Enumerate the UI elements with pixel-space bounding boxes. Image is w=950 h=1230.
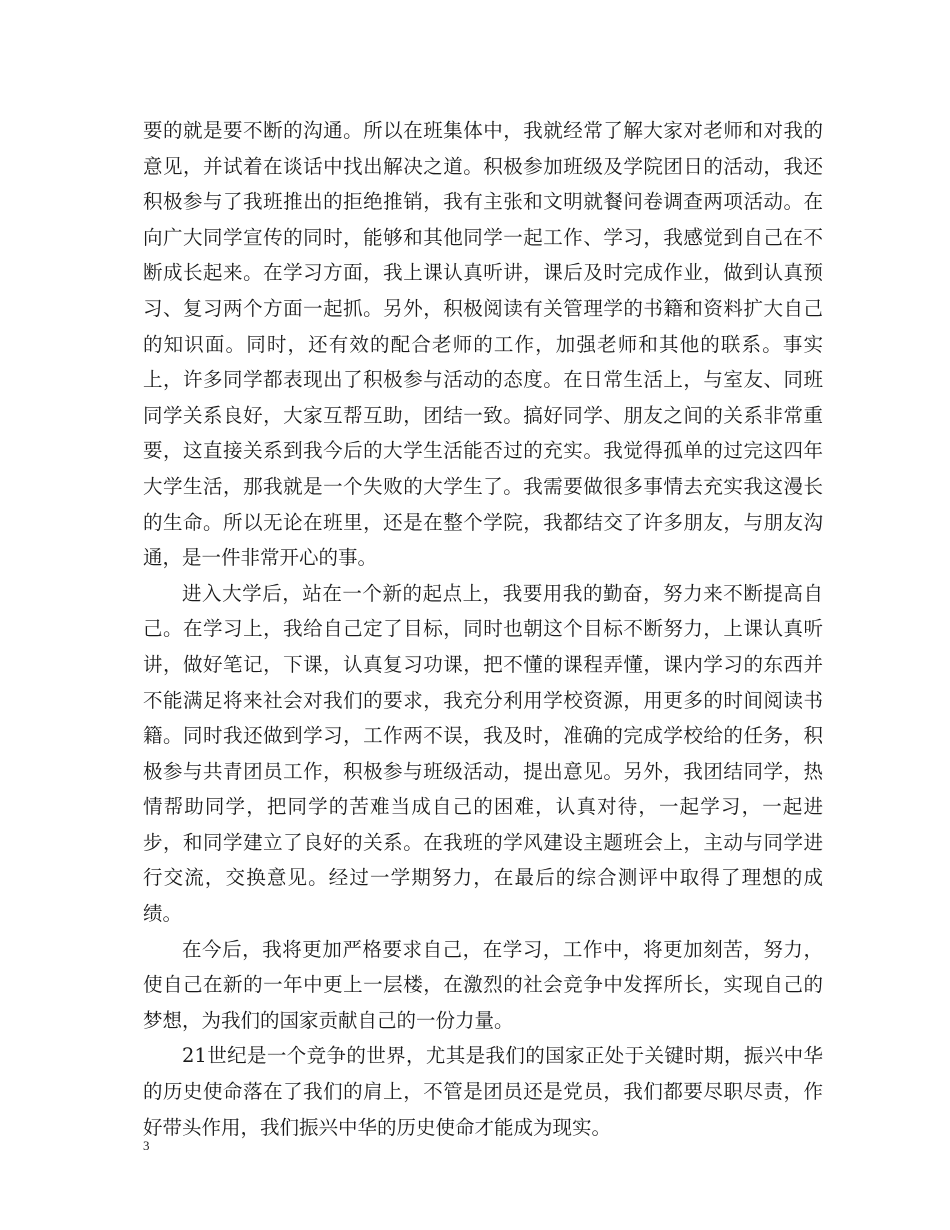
paragraph-3: 在今后，我将更加严格要求自己，在学习，工作中，将更加刻苦，努力，使自己在新的一年中更上一层楼，在激烈的社会竞争中发挥所长，实现自己的梦想，为我们的国家贡献自己的一份力量。 [143,937,823,1032]
paragraph-4: 21世纪是一个竞争的世界，尤其是我们的国家正处于关键时期，振兴中华的历史使命落在了我们的肩上，不管是团员还是党员，我们都要尽职尽责，作好带头作用，我们振兴中华的历史使命才能成为现实。 [143,1044,823,1139]
paragraph-1: 要的就是要不断的沟通。所以在班集体中，我就经常了解大家对老师和对我的意见，并试着在谈话中找出解决之道。积极参加班级及学院团日的活动，我还积极参与了我班推出的拒绝推销，我有主张和文明就餐问卷调查两项活动。在向广大同学宣传的同时，能够和其他同学一起工作、学习，我感觉到自己在不断成长起来。在学习方面，我上课认真听讲，课后及时完成作业，做到认真预习、复习两个方面一起抓。另外，积极阅读有关管理学的书籍和资料扩大自己的知识面。同时，还有效的配合老师的工作，加强老师和其他的联系。事实上，许多同学都表现出了积极参与活动的态度。在日常生活上，与室友、同班同学关系良好，大家互帮互助，团结一致。搞好同学、朋友之间的关系非常重要，这直接关系到我今后的大学生活能否过的充实。我觉得孤单的过完这四年大学生活，那我就是一个失败的大学生了。我需要做很多事情去充实我这漫长的生命。所以无论在班里，还是在整个学院，我都结交了许多朋友，与朋友沟通，是一件非常开心的事。 [143,119,823,570]
page-number: 3 [143,1138,150,1153]
document-body [143,113,823,1145]
paragraph-2: 进入大学后，站在一个新的起点上，我要用我的勤奋，努力来不断提高自己。在学习上，我给自己定了目标，同时也朝这个目标不断努力，上课认真听讲，做好笔记，下课，认真复习功课，把不懂的课程弄懂，课内学习的东西并不能满足将来社会对我们的要求，我充分利用学校资源，用更多的时间阅读书籍。同时我还做到学习，工作两不误，我及时，准确的完成学校给的任务，积极参与共青团员工作，积极参与班级活动，提出意见。另外，我团结同学，热情帮助同学，把同学的苦难当成自己的困难，认真对待，一起学习，一起进步，和同学建立了良好的关系。在我班的学风建设主题班会上，主动与同学进行交流，交换意见。经过一学期努力，在最后的综合测评中取得了理想的成绩。 [143,581,823,926]
